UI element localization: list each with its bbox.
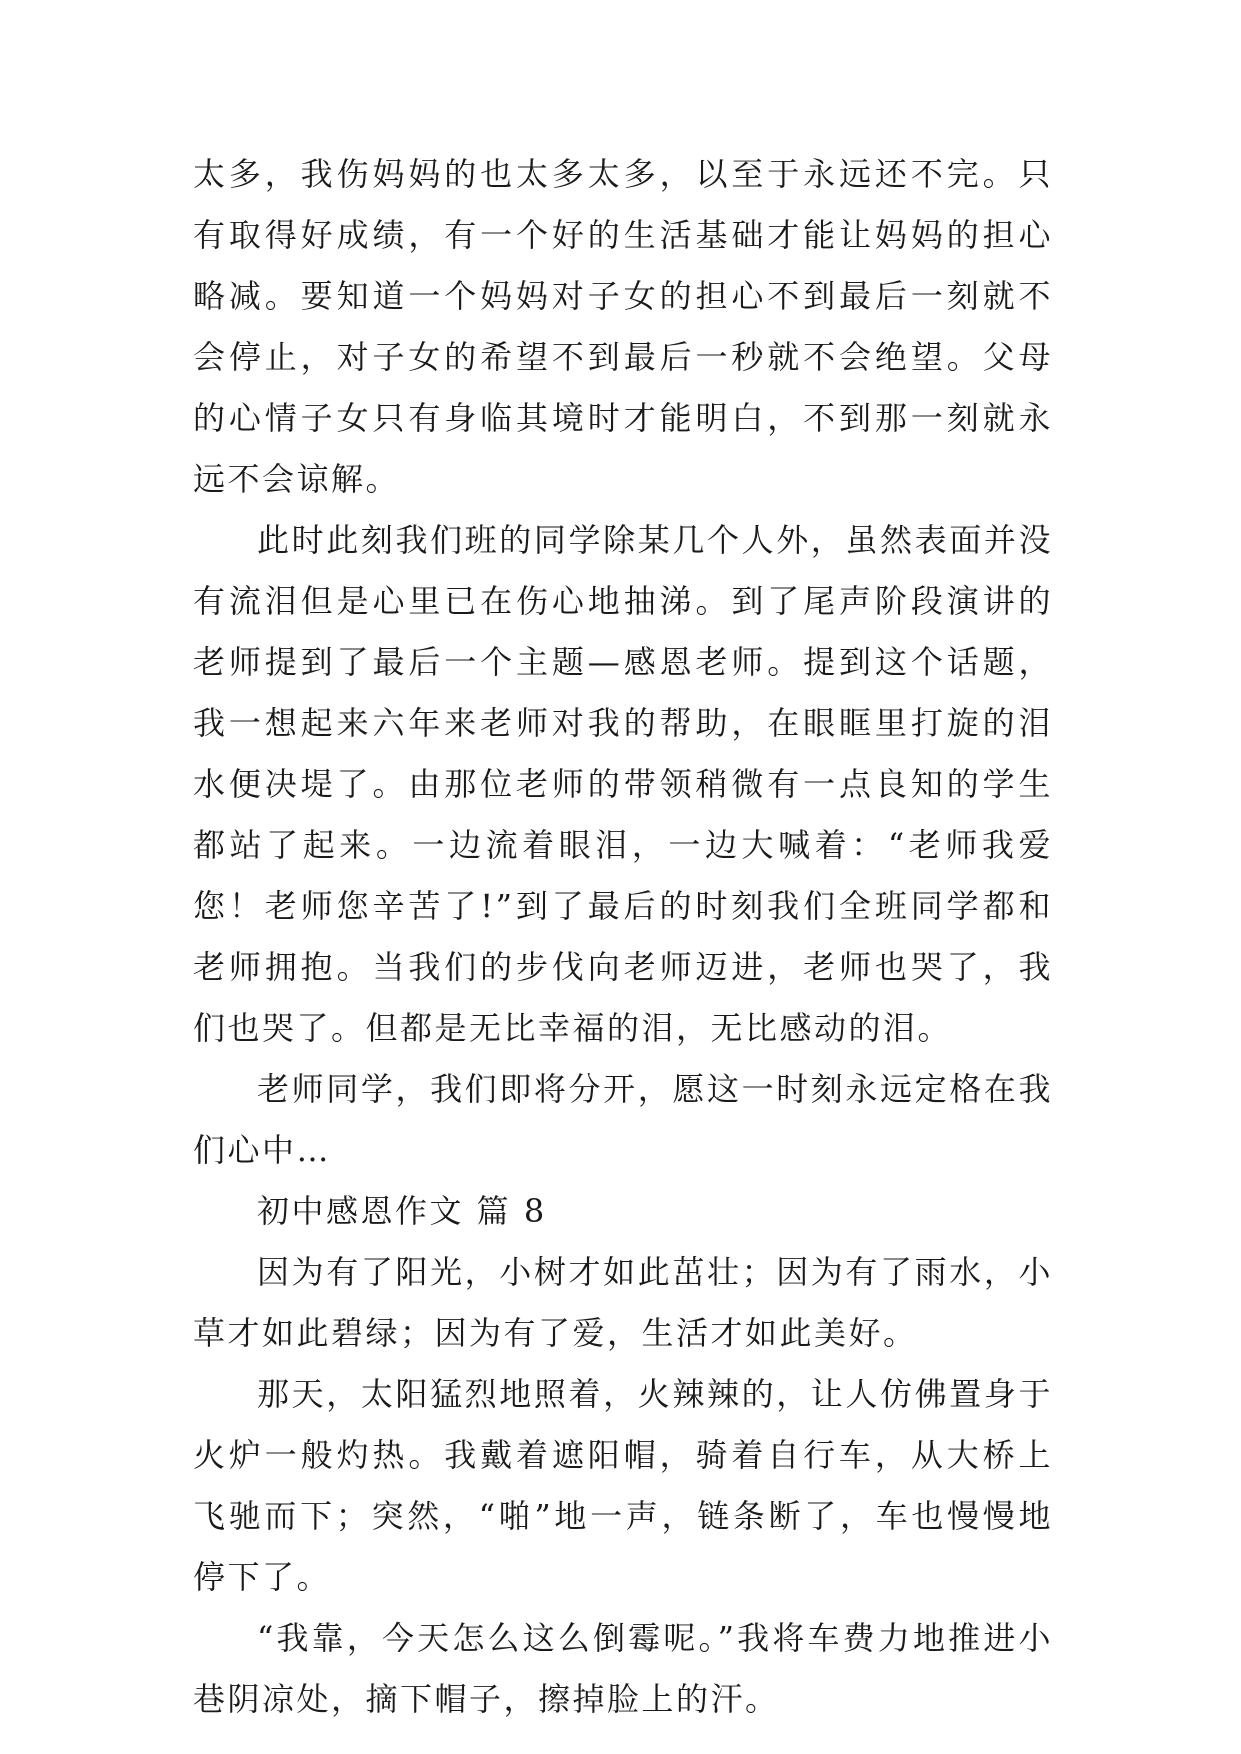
paragraph: 太多，我伤妈妈的也太多太多，以至于永远还不完。只有取得好成绩，有一个好的生活基础才能让妈妈的担心略减。要知道一个妈妈对子女的担心不到最后一刻就不会停止，对子女的希望不到最后一秒就不会绝望。父母的心情子女只有身临其境时才能明白，不到那一刻就永远不会谅解。 bbox=[193, 155, 1053, 498]
paragraph: “我靠，今天怎么这么倒霉呢。”我将车费力地推进小巷阴凉处，摘下帽子，擦掉脸上的汗。 bbox=[193, 1619, 1053, 1718]
document-body bbox=[193, 144, 1053, 1730]
paragraph: 那天，太阳猛烈地照着，火辣辣的，让人仿佛置身于火炉一般灼热。我戴着遮阳帽，骑着自行车，从大桥上飞驰而下；突然，“啪”地一声，链条断了，车也慢慢地停下了。 bbox=[193, 1375, 1053, 1596]
paragraph: 此时此刻我们班的同学除某几个人外，虽然表面并没有流泪但是心里已在伤心地抽涕。到了尾声阶段演讲的老师提到了最后一个主题—感恩老师。提到这个话题，我一想起来六年来老师对我的帮助，在眼眶里打旋的泪水便决堤了。由那位老师的带领稍微有一点良知的学生都站了起来。一边流着眼泪，一边大喊着：“老师我爱您！老师您辛苦了!”到了最后的时刻我们全班同学都和老师拥抱。当我们的步伐向老师迈进，老师也哭了，我们也哭了。但都是无比幸福的泪，无比感动的泪。 bbox=[193, 521, 1053, 1047]
paragraph: 老师同学，我们即将分开，愿这一时刻永远定格在我们心中… bbox=[193, 1070, 1053, 1169]
paragraph: 因为有了阳光，小树才如此茁壮；因为有了雨水，小草才如此碧绿；因为有了爱，生活才如此美好。 bbox=[193, 1253, 1053, 1352]
section-title: 初中感恩作文 篇 8 bbox=[257, 1192, 547, 1230]
